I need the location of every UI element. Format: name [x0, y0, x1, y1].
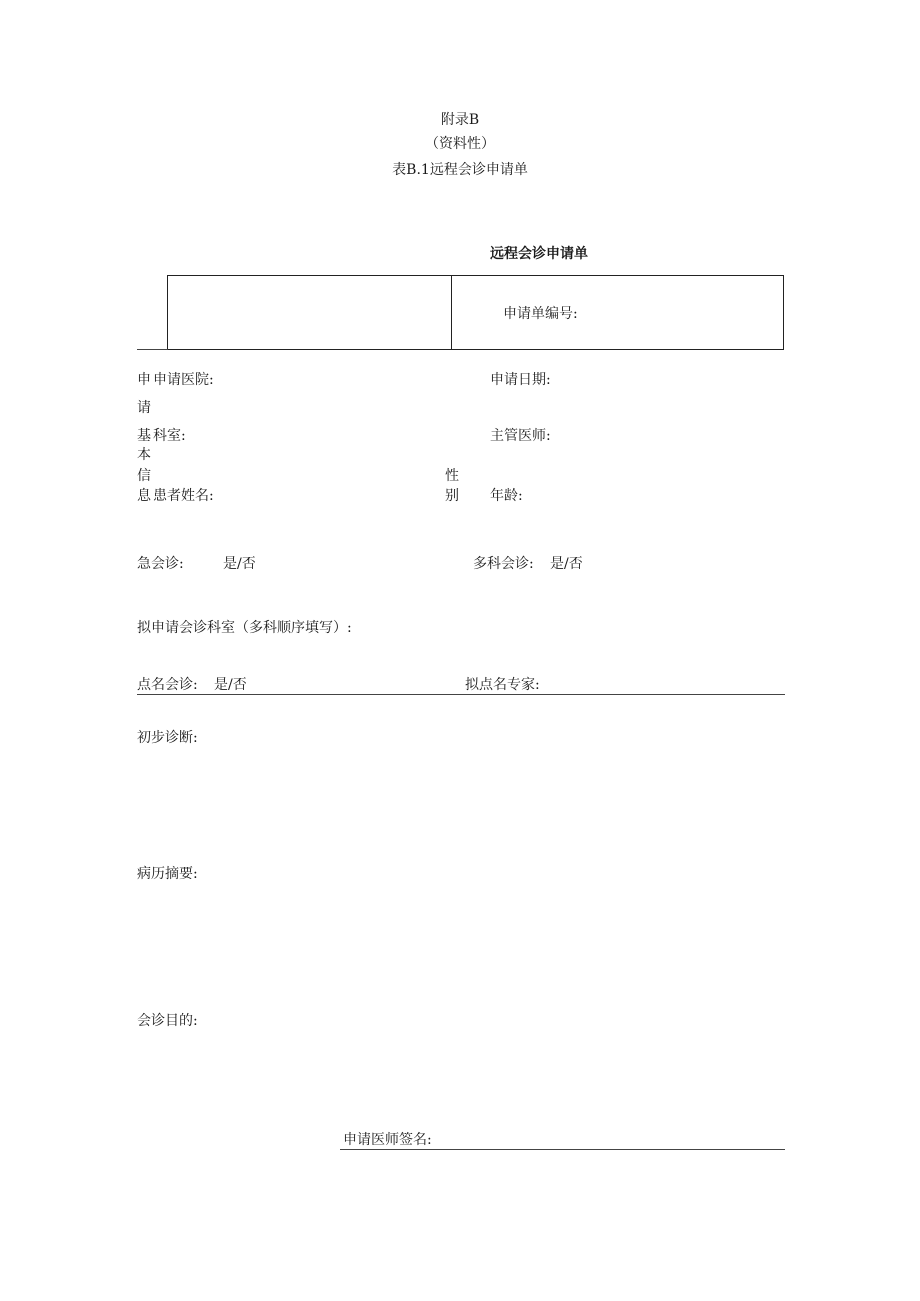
- signature-line: [340, 1149, 785, 1150]
- named-consult-value: 是/否: [214, 677, 247, 693]
- signature-label: 申请医师签名:: [343, 1132, 432, 1148]
- header-box-divider: [451, 275, 452, 349]
- multi-consult-value: 是/否: [550, 556, 583, 572]
- proposed-department-label: 拟申请会诊科室（多科顺序填写）:: [137, 620, 352, 636]
- proposed-expert-label: 拟点名专家:: [465, 677, 540, 693]
- gender-label-char: 性: [445, 468, 459, 484]
- age-label: 年龄:: [490, 488, 523, 504]
- department-label: 科室:: [153, 428, 186, 444]
- form-title: 远程会诊申请单: [490, 246, 588, 262]
- date-label: 申请日期:: [490, 372, 551, 388]
- multi-consult-label: 多科会诊:: [473, 556, 534, 572]
- patient-name-label: 患者姓名:: [153, 488, 214, 504]
- header-box: [167, 275, 784, 350]
- medical-history-summary-label: 病历摘要:: [137, 866, 198, 882]
- side-label-char: 申: [137, 372, 151, 388]
- named-consult-label: 点名会诊:: [137, 677, 198, 693]
- table-caption: 表B.1远程会诊申请单: [392, 162, 528, 178]
- section-divider: [137, 694, 785, 695]
- header-box-left-rule: [137, 349, 168, 350]
- side-label-char: 信: [137, 468, 151, 484]
- preliminary-diagnosis-label: 初步诊断:: [137, 730, 198, 746]
- attending-doctor-label: 主管医师:: [490, 428, 551, 444]
- gender-label-char: 别: [445, 488, 459, 504]
- side-label-char: 息: [137, 488, 151, 504]
- consult-purpose-label: 会诊目的:: [137, 1013, 198, 1029]
- urgent-consult-value: 是/否: [223, 556, 256, 572]
- side-label-char: 请: [137, 400, 151, 416]
- side-label-char: 基: [137, 428, 151, 444]
- hospital-label: 申请医院:: [153, 372, 214, 388]
- urgent-consult-label: 急会诊:: [137, 556, 184, 572]
- appendix-nature: （资料性）: [425, 136, 495, 152]
- side-label-char: 本: [137, 447, 151, 463]
- application-number-label: 申请单编号:: [503, 306, 578, 322]
- appendix-heading: 附录B: [440, 112, 480, 128]
